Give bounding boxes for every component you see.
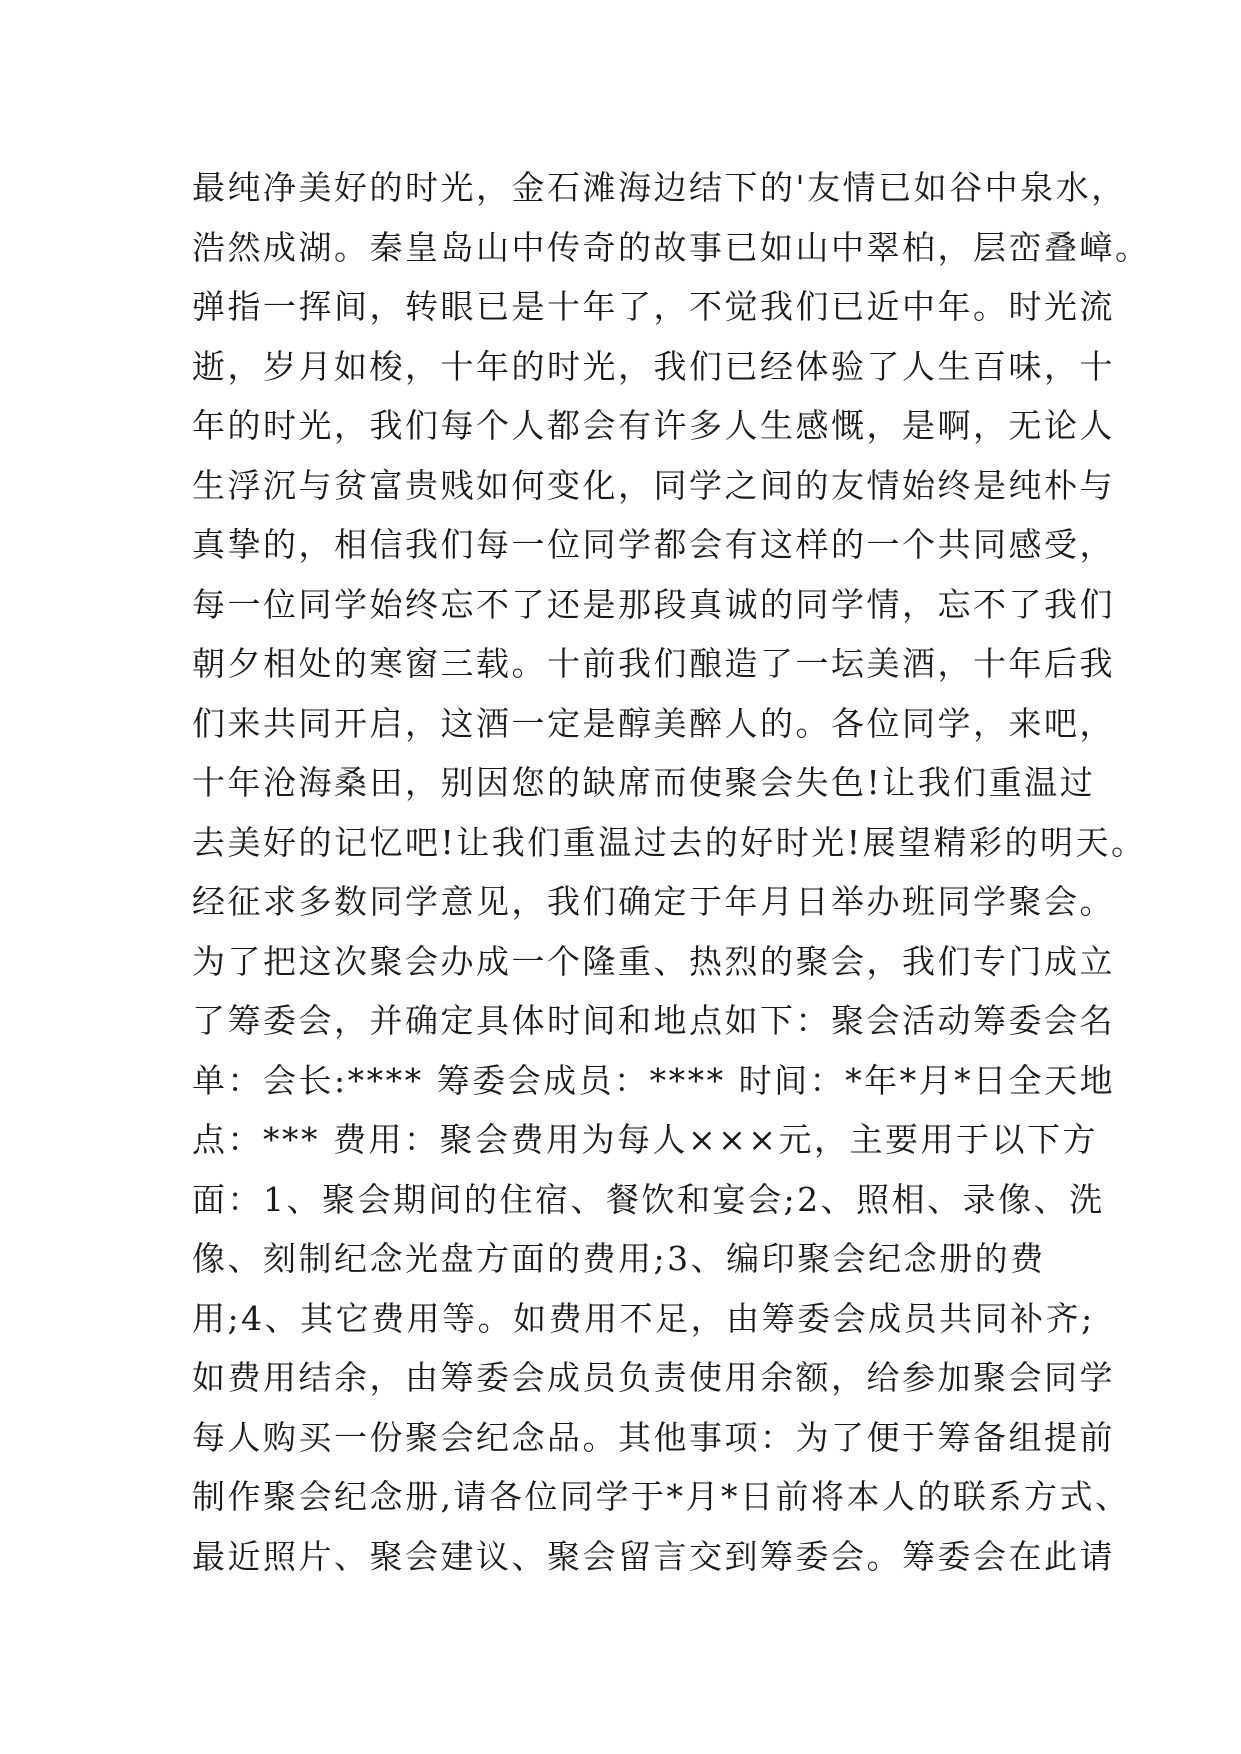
text-line: 每人购买一份聚会纪念品。其他事项：为了便于筹备组提前 (192, 1417, 1115, 1457)
text-line: 像、刻制纪念光盘方面的费用;3、编印聚会纪念册的费 (192, 1239, 1046, 1278)
body-text (192, 158, 1151, 1586)
text-line: 面：1、聚会期间的住宿、餐饮和宴会;2、照相、录像、洗 (192, 1179, 1105, 1219)
text-line: 如费用结余，由筹委会成员负责使用余额，给参加聚会同学 (192, 1358, 1115, 1397)
text-line: 制作聚会纪念册,请各位同学于*月*日前将本人的联系方式、 (192, 1477, 1131, 1516)
text-line: 了筹委会，并确定具体时间和地点如下：聚会活动筹委会名 (192, 1001, 1115, 1040)
text-line: 为了把这次聚会办成一个隆重、热烈的聚会，我们专门成立 (192, 941, 1115, 981)
text-line: 十年沧海桑田，别因您的缺席而使聚会失色!让我们重温过 (192, 763, 1096, 802)
text-line: 点：*** 费用：聚会费用为每人×××元，主要用于以下方 (192, 1120, 1098, 1159)
text-line: 最近照片、聚会建议、聚会留言交到筹委会。筹委会在此请 (192, 1536, 1115, 1576)
text-line: 朝夕相处的寒窗三载。十前我们酿造了一坛美酒，十年后我 (192, 644, 1115, 683)
text-line: 年的时光，我们每个人都会有许多人生感慨，是啊，无论人 (192, 406, 1115, 445)
text-line: 单：会长:**** 筹委会成员：**** 时间：*年*月*日全天地 (192, 1060, 1116, 1100)
text-line: 用;4、其它费用等。如费用不足，由筹委会成员共同补齐; (192, 1298, 1095, 1338)
text-line: 弹指一挥间，转眼已是十年了，不觉我们已近中年。时光流 (192, 287, 1115, 326)
text-line: 们来共同开启，这酒一定是醇美醉人的。各位同学，来吧， (192, 703, 1115, 743)
text-line: 每一位同学始终忘不了还是那段真诚的同学情，忘不了我们 (192, 584, 1115, 624)
text-line: 逝，岁月如梭，十年的时光，我们已经体验了人生百味，十 (192, 346, 1115, 386)
text-line: 浩然成湖。秦皇岛山中传奇的故事已如山中翠柏，层峦叠嶂。 (192, 227, 1151, 267)
text-line: 去美好的记忆吧!让我们重温过去的好时光!展望精彩的明天。 (192, 822, 1147, 862)
text-line: 真挚的，相信我们每一位同学都会有这样的一个共同感受， (192, 525, 1115, 564)
text-line: 最纯净美好的时光，金石滩海边结下的'友情已如谷中泉水， (192, 168, 1127, 207)
text-line: 经征求多数同学意见，我们确定于年月日举办班同学聚会。 (192, 882, 1115, 921)
text-line: 生浮沉与贫富贵贱如何变化，同学之间的友情始终是纯朴与 (192, 465, 1115, 505)
